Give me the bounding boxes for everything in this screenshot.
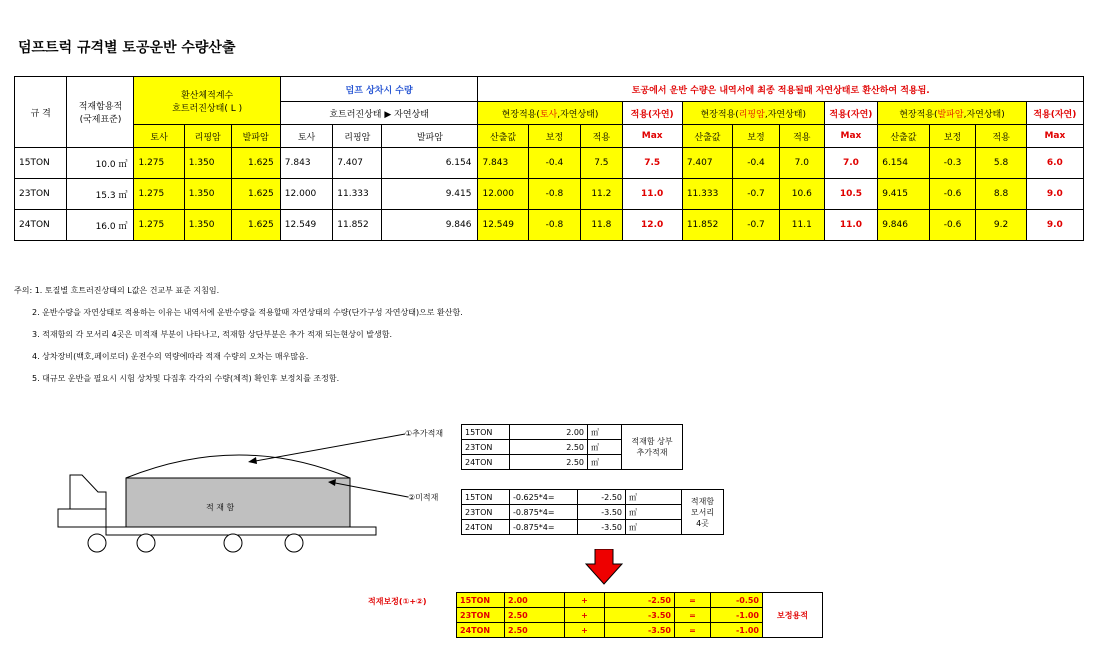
note-3: 3. 적재함의 각 모서리 4곳은 미적재 부분이 나타나고, 적재함 상단부분은 추가 적재 되는현상이 발생함.	[32, 330, 392, 339]
row-spec: 24TON	[15, 210, 67, 241]
table-cell: 23TON	[462, 440, 510, 455]
site-rip-header: 현장적용(리핑암,자연상태)	[682, 102, 824, 125]
banner: 토공에서 운반 수량은 내역서에 최종 적용될때 자연상태로 환산하여 적용됨.	[478, 77, 1084, 102]
table-cell: 1.275	[134, 148, 184, 179]
apply-rip-header: 적용(자연)	[824, 102, 878, 125]
miss-load-table	[461, 489, 724, 535]
row-spec: 15TON	[15, 148, 67, 179]
table-cell: 9.846	[382, 210, 478, 241]
table-cell: 23TON	[462, 505, 510, 520]
row-max: 6.0	[1026, 148, 1083, 179]
table-cell: -0.8	[528, 210, 580, 241]
row-capacity: 16.0 ㎥	[67, 210, 134, 241]
table-cell: 2.00	[505, 593, 565, 608]
table-cell: 6.154	[878, 148, 929, 179]
table-cell: 10.6	[779, 179, 824, 210]
row-max: 7.5	[622, 148, 682, 179]
table-cell: -3.50	[578, 505, 626, 520]
table-cell: ㎥	[626, 490, 682, 505]
col-load-title: 덤프 상차시 수량	[280, 77, 478, 102]
table-cell: -3.50	[605, 608, 675, 623]
table-cell: 1.350	[184, 210, 231, 241]
note-1: 1. 토질별 흐트러진상태의 L값은 건교부 표준 지침임.	[34, 286, 220, 295]
table-cell: -0.3	[929, 148, 976, 179]
table-cell: 1.350	[184, 148, 231, 179]
row-max: 10.5	[824, 179, 878, 210]
row-max: 12.0	[622, 210, 682, 241]
table-cell: 24TON	[457, 623, 505, 638]
table-cell: =	[675, 608, 711, 623]
table-cell: -0.50	[711, 593, 763, 608]
table-cell: -2.50	[578, 490, 626, 505]
table-cell: -0.875*4=	[510, 520, 578, 535]
table-cell: =	[675, 593, 711, 608]
row-max: 9.0	[1026, 210, 1083, 241]
row-max: 7.0	[824, 148, 878, 179]
final-note: 보정용적	[763, 593, 823, 638]
table-cell: 11.852	[682, 210, 732, 241]
final-correction-label: 적재보정(①+②)	[368, 597, 427, 606]
cargo-box-label: 적 재 함	[206, 503, 235, 512]
note-5: 5. 대규모 운반을 필요시 시험 상차및 다짐후 각각의 수량(체적) 확인후 보정치를 조정함.	[32, 374, 340, 383]
add-load-table	[461, 424, 683, 470]
table-cell: 12.549	[280, 210, 332, 241]
table-cell: ㎥	[626, 520, 682, 535]
table-cell: -0.7	[733, 179, 780, 210]
table-cell: 12.000	[280, 179, 332, 210]
table-cell: 1.275	[134, 210, 184, 241]
table-cell: 7.5	[581, 148, 622, 179]
table-cell: -0.6	[929, 210, 976, 241]
table-cell: 15TON	[457, 593, 505, 608]
table-cell: -0.4	[733, 148, 780, 179]
table-cell: -0.8	[528, 179, 580, 210]
table-cell: =	[675, 623, 711, 638]
table-cell: 15TON	[462, 425, 510, 440]
miss-load-label: ②미적재	[408, 493, 439, 502]
final-correction-table	[456, 592, 823, 638]
table-row	[15, 179, 1084, 210]
table-cell: -3.50	[578, 520, 626, 535]
table-cell: -0.7	[733, 210, 780, 241]
table-cell: 23TON	[457, 608, 505, 623]
row-max: 11.0	[824, 210, 878, 241]
table-cell: 7.843	[478, 148, 528, 179]
note-2: 2. 운반수량을 자연상태로 적용하는 이유는 내역서에 운반수량을 적용할때 자연상태의 수량(단가구성 자연상태)으로 환산함.	[32, 308, 463, 317]
table-cell: 1.350	[184, 179, 231, 210]
col-conversion: 환산체적계수 흐트러진상태( L )	[134, 77, 280, 125]
table-cell: 12.549	[478, 210, 528, 241]
site-blast-header: 현장적용(발파암,자연상태)	[878, 102, 1027, 125]
table-cell: -0.6	[929, 179, 976, 210]
table-cell: 6.154	[382, 148, 478, 179]
row-capacity: 10.0 ㎥	[67, 148, 134, 179]
table-cell: ㎥	[588, 425, 622, 440]
add-load-label: ①추가적재	[405, 429, 444, 438]
table-row	[462, 425, 683, 440]
table-cell: 7.407	[682, 148, 732, 179]
row-max: 11.0	[622, 179, 682, 210]
down-arrow-icon	[585, 549, 623, 585]
table-cell: 12.000	[478, 179, 528, 210]
table-cell: -1.00	[711, 623, 763, 638]
table-cell: 2.00	[510, 425, 588, 440]
table-cell: 24TON	[462, 455, 510, 470]
table-cell: -1.00	[711, 608, 763, 623]
table-cell: 2.50	[510, 440, 588, 455]
table-cell: +	[565, 608, 605, 623]
table-cell: 24TON	[462, 520, 510, 535]
table-cell: 7.843	[280, 148, 332, 179]
table-cell: 2.50	[510, 455, 588, 470]
add-note: 적재함 상부 추가적재	[622, 425, 683, 470]
table-cell: 8.8	[976, 179, 1026, 210]
table-cell: +	[565, 623, 605, 638]
table-cell: -0.625*4=	[510, 490, 578, 505]
table-cell: 2.50	[505, 623, 565, 638]
table-cell: 1.625	[231, 179, 280, 210]
col-load-sub: 흐트러진상태 ▶ 자연상태	[280, 102, 478, 125]
table-cell: 11.852	[333, 210, 382, 241]
table-cell: 11.8	[581, 210, 622, 241]
col-spec: 규 격	[15, 77, 67, 148]
table-cell: 7.407	[333, 148, 382, 179]
table-cell: +	[565, 593, 605, 608]
row-capacity: 15.3 ㎥	[67, 179, 134, 210]
note-4: 4. 상차장비(백호,페이로더) 운전수의 역량에따라 적재 수량의 오차는 매우많음.	[32, 352, 309, 361]
table-cell: -0.4	[528, 148, 580, 179]
table-cell: 5.8	[976, 148, 1026, 179]
table-cell: 11.333	[682, 179, 732, 210]
table-cell: 1.625	[231, 210, 280, 241]
table-cell: -0.875*4=	[510, 505, 578, 520]
table-row	[15, 210, 1084, 241]
table-cell: 7.0	[779, 148, 824, 179]
notes: 주의: 1. 토질별 흐트러진상태의 L값은 건교부 표준 지침임. 2. 운반수량을 자연상태로 적용하는 이유는 내역서에 운반수량을 적용할때 자연상태의 수량(단가구성 자연상태)으로 환산함. 3. 적재함의 각 모서리 4곳은 미적재 부분이 나타나고, 적재함 상단부분은 추가 적재 되는현상이 발생함. 4. 상차장비(백호,페이로더) 운전수의 역량에따라 적재 수량의 오차는 매우많음. 5. 대규모 운반을 필요시 시험 상차및 다짐후 각각의 수량(체적) 확인후 보정치를 조정함.	[14, 280, 463, 390]
table-cell: 11.2	[581, 179, 622, 210]
table-cell: 15TON	[462, 490, 510, 505]
miss-note: 적재함 모서리 4곳	[682, 490, 724, 535]
apply-soil-header: 적용(자연)	[622, 102, 682, 125]
table-cell: -2.50	[605, 593, 675, 608]
table-cell: 9.415	[878, 179, 929, 210]
table-cell: 11.1	[779, 210, 824, 241]
volume-table: 규 격 적재함용적 (국제표준) 환산체적계수 흐트러진상태( L ) 덤프 상차시 수량 토공에서 운반 수량은 내역서에 최종 적용될때 자연상태로 환산하여 적용됨. 흐트러진상태 ▶ 자연상태 현장적용(토사,자연상태) 적용(자연) 현장적용(리핑암,자연상태) 적용(자연) 현장적용(발파암,자연상태) 적용(자연) 토사 리핑암 발파암 토사 리핑암 발파암 산출값 보정 적용 Max 산출값 보정 적용 Max 산출값 보정 적용 Max 15TON 10.0 ㎥ 1.275 1.350 1.625 7.843 7.407 6.154 7.843 -0.4 7.5 7.5 7.407 -0.4 7.0 7.0 6.154 -0.3 5.8 6.0 23TON 15.3 ㎥ 1.275 1.350 1.625 12.000 11.333 9.415 12.000 -0.8 11.2 11.0 11.333 -0.7 10.6 10.5 9.415 -0.6 8.8 9.0 24TON 16.0 ㎥ 1.275 1.350 1.625 12.549 11.852 9.846 12.549 -0.8 11.8 12.0 11.852 -0.7 11.1 11.0 9.846 -0.6 9.2 9.0	[14, 76, 1084, 241]
table-cell: 2.50	[505, 608, 565, 623]
table-cell: ㎥	[588, 440, 622, 455]
site-soil-header: 현장적용(토사,자연상태)	[478, 102, 622, 125]
row-max: 9.0	[1026, 179, 1083, 210]
table-cell: 11.333	[333, 179, 382, 210]
table-row	[462, 490, 724, 505]
table-cell: 1.625	[231, 148, 280, 179]
col-capacity: 적재함용적 (국제표준)	[67, 77, 134, 148]
table-cell: ㎥	[588, 455, 622, 470]
table-cell: -3.50	[605, 623, 675, 638]
apply-blast-header: 적용(자연)	[1026, 102, 1083, 125]
table-row	[457, 593, 823, 608]
table-row	[15, 148, 1084, 179]
table-cell: 1.275	[134, 179, 184, 210]
table-cell: 9.415	[382, 179, 478, 210]
row-spec: 23TON	[15, 179, 67, 210]
table-cell: 9.846	[878, 210, 929, 241]
table-cell: 9.2	[976, 210, 1026, 241]
table-cell: ㎥	[626, 505, 682, 520]
page-title: 덤프트럭 규격별 토공운반 수량산출	[18, 40, 236, 56]
